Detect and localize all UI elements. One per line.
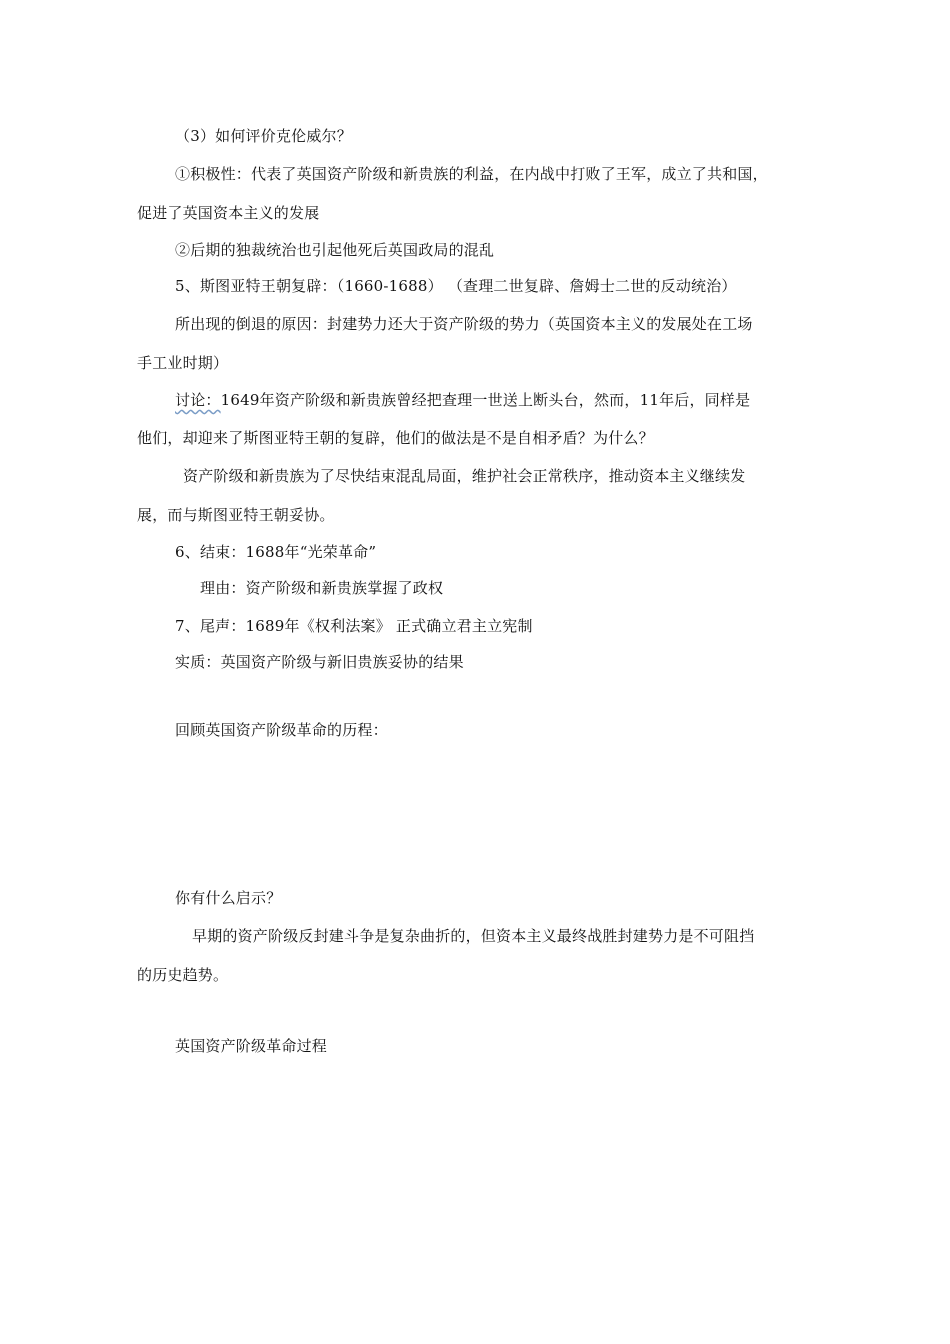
positive-evaluation-line-1: ①积极性：代表了英国资产阶级和新贵族的利益，在内战中打败了王军，成立了共和国， xyxy=(175,165,768,183)
item-5-restoration: 5、斯图亚特王朝复辟：（1660-1688） （查理二世复辟、詹姆士二世的反动统治） xyxy=(175,277,737,295)
discussion-answer-line-2: 展，而与斯图亚特王朝妥协。 xyxy=(137,506,335,524)
item-6-reason: 理由：资产阶级和新贵族掌握了政权 xyxy=(200,579,444,597)
regression-reason-line-2: 手工业时期） xyxy=(137,354,229,372)
discussion-answer-line-1: 资产阶级和新贵族为了尽快结束混乱局面，维护社会正常秩序，推动资本主义继续发 xyxy=(183,467,746,485)
item-7-epilogue: 7、尾声：1689年《权利法案》 正式确立君主立宪制 xyxy=(175,617,533,635)
inspiration-answer-line-1: 早期的资产阶级反封建斗争是复杂曲折的，但资本主义最终战胜封建势力是不可阻挡 xyxy=(192,927,755,945)
question-3: （3）如何评价克伦威尔？ xyxy=(175,127,352,145)
inspiration-question: 你有什么启示？ xyxy=(175,889,282,907)
process-title: 英国资产阶级革命过程 xyxy=(175,1037,328,1055)
regression-reason-line-1: 所出现的倒退的原因：封建势力还大于资产阶级的势力（英国资本主义的发展处在工场 xyxy=(175,315,753,333)
inspiration-answer-line-2: 的历史趋势。 xyxy=(137,966,229,984)
negative-evaluation: ②后期的独裁统治也引起他死后英国政局的混乱 xyxy=(175,241,495,259)
positive-evaluation-line-2: 促进了英国资本主义的发展 xyxy=(137,204,320,222)
discussion-label: 讨论： xyxy=(175,391,221,409)
item-6-end: 6、结束：1688年“光荣革命” xyxy=(175,543,377,561)
discussion-line-1 xyxy=(175,390,750,410)
review-heading: 回顾英国资产阶级革命的历程： xyxy=(175,721,388,739)
essence: 实质：英国资产阶级与新旧贵族妥协的结果 xyxy=(175,653,464,671)
discussion-line-2: 他们，却迎来了斯图亚特王朝的复辟，他们的做法是不是自相矛盾？为什么？ xyxy=(137,429,654,447)
discussion-text: 1649年资产阶级和新贵族曾经把查理一世送上断头台，然而，11年后，同样是 xyxy=(220,391,751,409)
